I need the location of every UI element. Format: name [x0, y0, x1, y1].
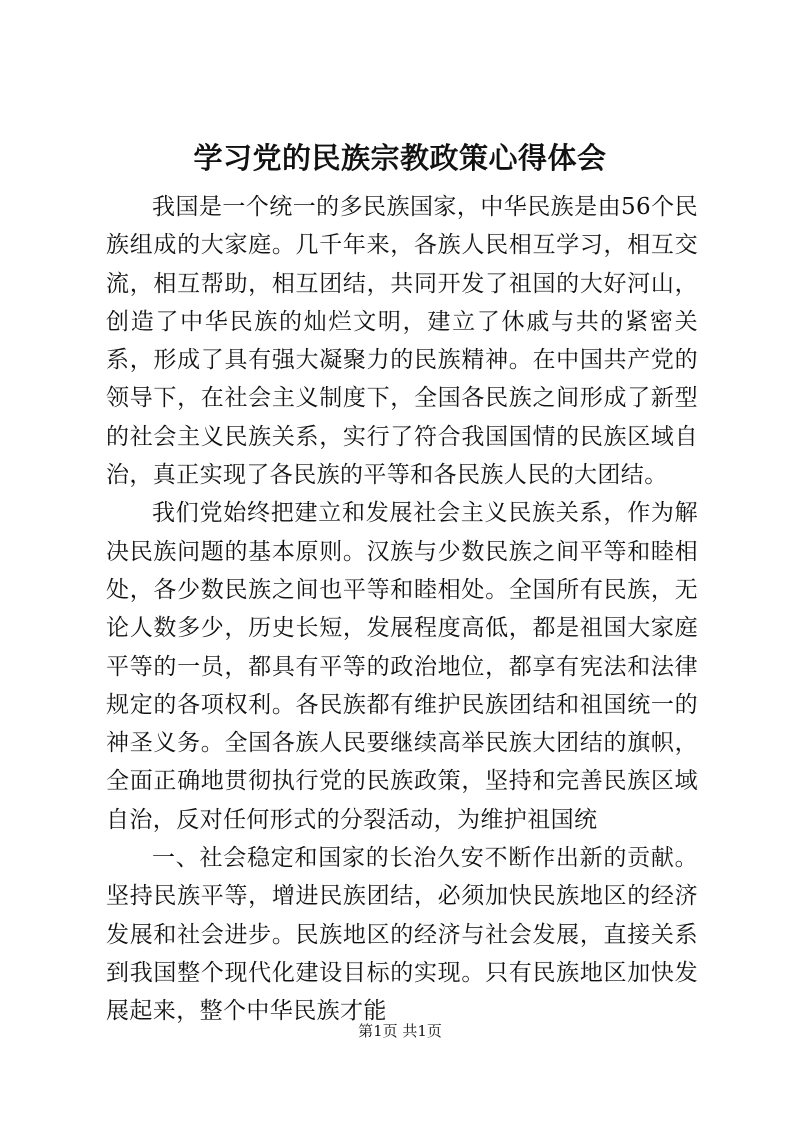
page-number-footer: 第1页 共1页	[358, 1022, 442, 1040]
paragraph-3: 一、社会稳定和国家的长治久安不断作出新的贡献。坚持民族平等，增进民族团结，必须加快民族地区的经济发展和社会进步。民族地区的经济与社会发展，直接关系到我国整个现代化建设目标的实现。只有民族地区加快发展起来，整个中华民族才能	[106, 845, 698, 1025]
document-title: 学习党的民族宗教政策心得体会	[193, 141, 607, 175]
paragraph-1: 我国是一个统一的多民族国家，中华民族是由56个民族组成的大家庭。几千年来，各族人民相互学习，相互交流，相互帮助，相互团结，共同开发了祖国的大好河山，创造了中华民族的灿烂文明，建立了休戚与共的紧密关系，形成了具有强大凝聚力的民族精神。在中国共产党的领导下，在社会主义制度下，全国各民族之间形成了新型的社会主义民族关系，实行了符合我国国情的民族区域自治，真正实现了各民族的平等和各民族人民的大团结。	[106, 194, 698, 489]
document-body	[106, 188, 698, 1031]
paragraph-2: 我们党始终把建立和发展社会主义民族关系，作为解决民族问题的基本原则。汉族与少数民族之间平等和睦相处，各少数民族之间也平等和睦相处。全国所有民族，无论人数多少，历史长短，发展程度高低，都是祖国大家庭平等的一员，都具有平等的政治地位，都享有宪法和法律规定的各项权利。各民族都有维护民族团结和祖国统一的神圣义务。全国各族人民要继续高举民族大团结的旗帜，全面正确地贯彻执行党的民族政策，坚持和完善民族区域自治，反对任何形式的分裂活动，为维护祖国统	[106, 500, 698, 833]
